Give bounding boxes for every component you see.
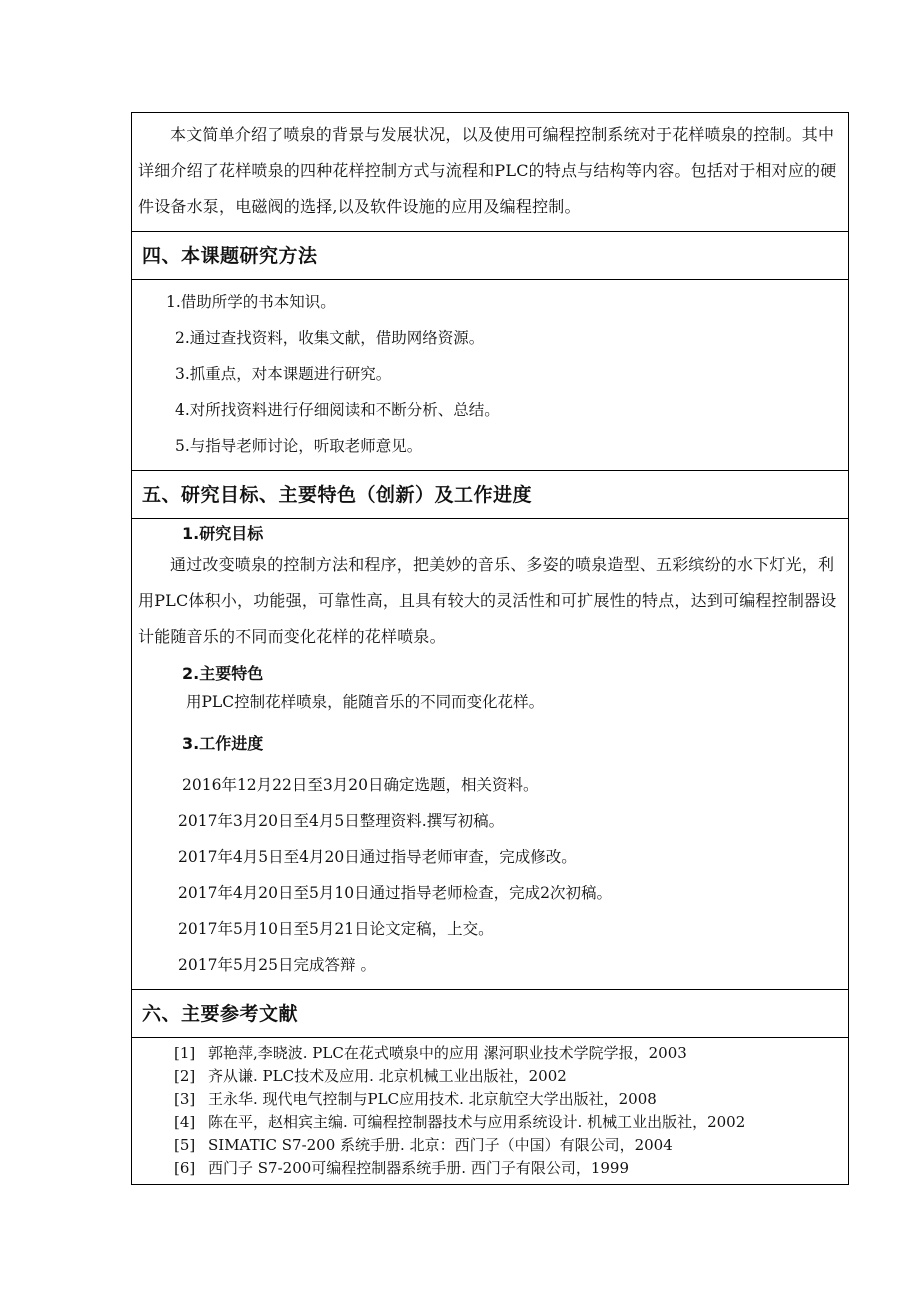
schedule-item: 2017年5月10日至5月21日论文定稿，上交。 [178, 920, 494, 938]
reference-number: [3] [174, 1090, 196, 1108]
reference-item [136, 1134, 842, 1157]
goal-subheading: 1.研究目标 [182, 524, 264, 543]
section5-heading: 五、研究目标、主要特色（创新）及工作进度 [132, 471, 848, 519]
reference-text: 王永华. 现代电气控制与PLC应用技术. 北京航空大学出版社，2008 [208, 1090, 657, 1108]
intro-section [132, 113, 848, 232]
schedule-subheading: 3.工作进度 [182, 734, 264, 753]
reference-list [132, 1038, 848, 1184]
reference-item [136, 1088, 842, 1111]
intro-paragraph: 本文简单介绍了喷泉的背景与发展状况，以及使用可编程控制系统对于花样喷泉的控制。其中详细介绍了花样喷泉的四种花样控制方式与流程和PLC的特点与结构等内容。包括对于相对应的硬件设备水泵，电磁阀的选择,以及软件设施的应用及编程控制。 [138, 125, 837, 216]
reference-text: SIMATIC S7-200 系统手册. 北京：西门子（中国）有限公司，2004 [208, 1136, 673, 1154]
methods-list [132, 280, 848, 471]
section4-heading: 四、本课题研究方法 [132, 232, 848, 280]
schedule-list [138, 767, 842, 983]
reference-text: 齐从谦. PLC技术及应用. 北京机械工业出版社，2002 [208, 1067, 567, 1085]
reference-item [136, 1157, 842, 1180]
method-item: 4.对所找资料进行仔细阅读和不断分析、总结。 [175, 401, 500, 419]
reference-item [136, 1042, 842, 1065]
feature-text: 用PLC控制花样喷泉，能随音乐的不同而变化花样。 [186, 693, 545, 711]
reference-number: [4] [174, 1113, 196, 1131]
reference-number: [5] [174, 1136, 196, 1154]
method-item: 1.借助所学的书本知识。 [166, 293, 336, 311]
schedule-item: 2017年4月5日至4月20日通过指导老师审查，完成修改。 [178, 848, 577, 866]
method-item: 3.抓重点，对本课题进行研究。 [175, 365, 392, 383]
reference-item [136, 1111, 842, 1134]
reference-number: [6] [174, 1159, 196, 1177]
goal-paragraph: 通过改变喷泉的控制方法和程序，把美妙的音乐、多姿的喷泉造型、五彩缤纷的水下灯光，利用PLC体积小，功能强，可靠性高，且具有较大的灵活性和可扩展性的特点，达到可编程控制器设计能随音乐的不同而变化花样的花样喷泉。 [138, 555, 837, 646]
reference-text: 陈在平，赵相宾主编. 可编程控制器技术与应用系统设计. 机械工业出版社，2002 [208, 1113, 746, 1131]
schedule-item: 2017年5月25日完成答辩 。 [178, 956, 376, 974]
reference-text: 西门子 S7-200可编程控制器系统手册. 西门子有限公司，1999 [208, 1159, 629, 1177]
reference-number: [2] [174, 1067, 196, 1085]
proposal-table [131, 112, 849, 1185]
goals-section [132, 519, 848, 990]
schedule-item: 2016年12月22日至3月20日确定选题，相关资料。 [182, 776, 539, 794]
reference-number: [1] [174, 1044, 196, 1062]
feature-subheading: 2.主要特色 [182, 664, 264, 683]
reference-item [136, 1065, 842, 1088]
section6-heading: 六、主要参考文献 [132, 990, 848, 1038]
method-item: 2.通过查找资料，收集文献，借助网络资源。 [175, 329, 485, 347]
schedule-item: 2017年3月20日至4月5日整理资料.撰写初稿。 [178, 812, 505, 830]
schedule-item: 2017年4月20日至5月10日通过指导老师检查，完成2次初稿。 [178, 884, 612, 902]
reference-text: 郭艳萍,李晓波. PLC在花式喷泉中的应用 漯河职业技术学院学报，2003 [208, 1044, 687, 1062]
method-item: 5.与指导老师讨论，听取老师意见。 [175, 437, 423, 455]
